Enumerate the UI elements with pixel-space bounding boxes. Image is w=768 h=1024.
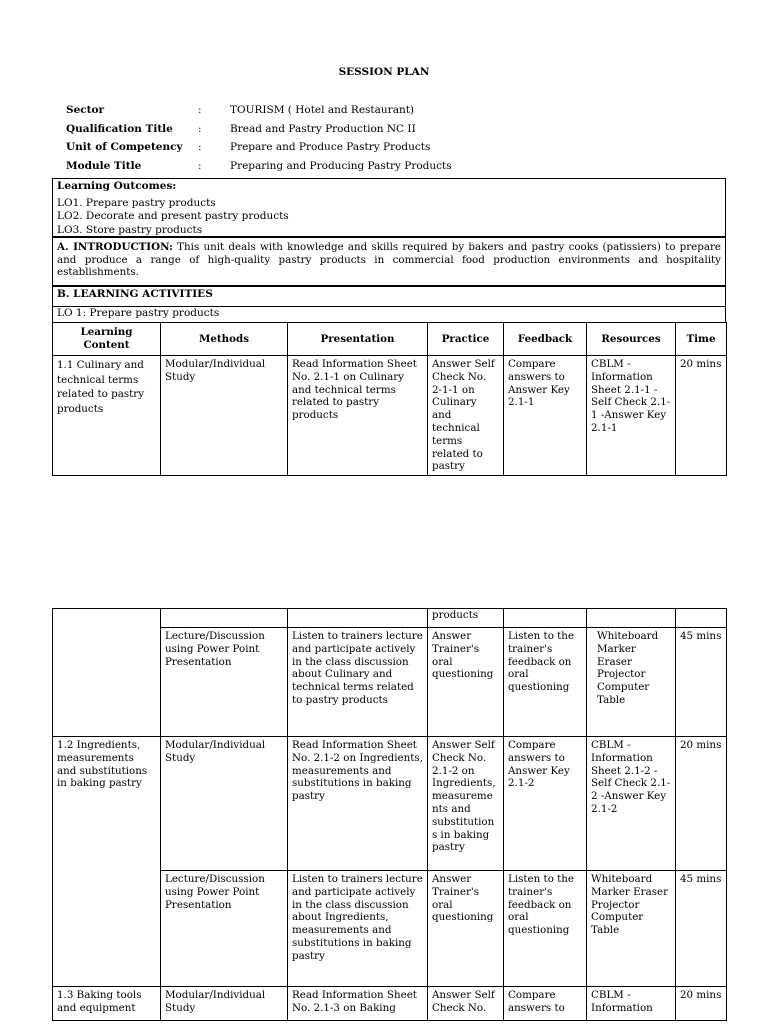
cell-practice: products — [428, 609, 504, 628]
introduction-box — [52, 237, 726, 286]
cell-feedback: Compare answers to Answer Key 2.1-1 — [504, 356, 587, 476]
info-label: Module Title — [66, 159, 142, 172]
cell-methods: Modular/Individual Study — [161, 356, 288, 476]
activities-table-page1 — [52, 322, 727, 476]
info-label: Sector — [66, 104, 105, 116]
table-header-row — [53, 323, 727, 356]
cell-time: 45 mins — [676, 628, 727, 737]
cell-practice: Answer Self Check No. — [428, 987, 504, 1021]
cell-content — [53, 609, 161, 737]
cell-content: 1.2 Ingredients, measurements and substitutions in baking pastry — [53, 737, 161, 987]
info-value: Prepare and Produce Pastry Products — [230, 141, 431, 153]
info-value: Preparing and Producing Pastry Products — [230, 159, 452, 172]
cell-practice: Answer Self Check No. 2-1-1 on Culinary and technical terms related to pastry — [428, 356, 504, 476]
outcome-item: LO3. Store pastry products — [57, 223, 203, 236]
info-row-qualification — [66, 123, 452, 142]
cell-content: 1.1 Culinary and technical terms related to pastry products — [53, 356, 161, 476]
info-colon: : — [198, 104, 202, 116]
info-colon: : — [198, 141, 202, 153]
cell-time: 20 mins — [676, 356, 727, 476]
cell-resources: CBLM -Information Sheet 2.1-2 -Self Check 2.1-2 -Answer Key 2.1-2 — [587, 737, 676, 871]
cell-feedback: Compare answers to — [504, 987, 587, 1021]
learning-outcomes-box — [52, 178, 726, 237]
header-methods: Methods — [161, 323, 288, 356]
table-row — [53, 987, 727, 1021]
outcome-item: LO1. Prepare pastry products — [57, 196, 216, 209]
plan-info-table — [66, 104, 452, 178]
info-label: Unit of Competency — [66, 141, 183, 153]
cell-feedback: Listen to the trainer's feedback on oral questioning — [504, 628, 587, 737]
activities-table-page2 — [52, 608, 727, 1021]
header-practice: Practice — [428, 323, 504, 356]
cell-practice: Answer Self Check No. 2.1-2 on Ingredients, measureme nts and substitution s in baking pastry — [428, 737, 504, 871]
cell-methods: Lecture/Discussion using Power Point Presentation — [161, 871, 288, 987]
cell-content: 1.3 Baking tools and equipment — [53, 987, 161, 1021]
cell-presentation: Read Information Sheet No. 2.1-2 on Ingredients, measurements and substitutions in baking pastry — [288, 737, 428, 871]
lo1-label: LO 1: Prepare pastry products — [52, 306, 726, 323]
cell-resources: Whiteboard Marker Eraser Projector Computer Table — [587, 871, 676, 987]
cell-feedback: Compare answers to Answer Key 2.1-2 — [504, 737, 587, 871]
introduction-text: This unit deals with knowledge and skills required by bakers and pastry cooks (patissiers) to prepare and produce a range of high-quality pastry products in commercial food production environments and hospitality establishments. — [57, 241, 721, 278]
cell-presentation: Listen to trainers lecture and participate actively in the class discussion about Culinary and technical terms related to pastry products — [288, 628, 428, 737]
learning-activities-heading: B. LEARNING ACTIVITIES — [52, 286, 726, 307]
cell-feedback: Listen to the trainer's feedback on oral questioning — [504, 871, 587, 987]
cell-presentation — [288, 609, 428, 628]
header-learning-content: Learning Content — [53, 323, 161, 356]
cell-practice: Answer Trainer's oral questioning — [428, 871, 504, 987]
cell-presentation: Read Information Sheet No. 2.1-1 on Culinary and technical terms related to pastry products — [288, 356, 428, 476]
cell-time: 20 mins — [676, 737, 727, 871]
cell-time: 20 mins — [676, 987, 727, 1021]
learning-outcomes-heading: Learning Outcomes: — [57, 180, 177, 192]
cell-resources: CBLM -Information — [587, 987, 676, 1021]
table-row — [53, 737, 727, 871]
info-row-module — [66, 160, 452, 179]
cell-time — [676, 609, 727, 628]
table-row — [53, 356, 727, 476]
info-colon: : — [198, 122, 202, 135]
header-presentation: Presentation — [288, 323, 428, 356]
header-resources: Resources — [587, 323, 676, 356]
introduction-label: A. INTRODUCTION: — [57, 241, 173, 253]
cell-methods: Lecture/Discussion using Power Point Presentation — [161, 628, 288, 737]
cell-practice: Answer Trainer's oral questioning — [428, 628, 504, 737]
info-row-sector — [66, 104, 452, 123]
cell-resources: CBLM -Information Sheet 2.1-1 -Self Check 2.1-1 -Answer Key 2.1-1 — [587, 356, 676, 476]
header-time: Time — [676, 323, 727, 356]
cell-methods — [161, 609, 288, 628]
info-value: Bread and Pastry Production NC II — [230, 122, 416, 135]
info-row-unit — [66, 141, 452, 160]
info-label: Qualification Title — [66, 122, 173, 135]
info-colon: : — [198, 159, 202, 172]
page-title: SESSION PLAN — [338, 66, 430, 78]
cell-presentation: Read Information Sheet No. 2.1-3 on Baking — [288, 987, 428, 1021]
header-feedback: Feedback — [504, 323, 587, 356]
cell-feedback — [504, 609, 587, 628]
cell-methods: Modular/Individual Study — [161, 987, 288, 1021]
cell-presentation: Listen to trainers lecture and participate actively in the class discussion about Ingredients, measurements and substitutions in baking pastry — [288, 871, 428, 987]
outcome-item: LO2. Decorate and present pastry products — [57, 210, 289, 222]
cell-resources: Whiteboard Marker Eraser Projector Computer Table — [587, 628, 676, 737]
cell-time: 45 mins — [676, 871, 727, 987]
table-row — [53, 609, 727, 628]
cell-resources — [587, 609, 676, 628]
info-value: TOURISM ( Hotel and Restaurant) — [230, 104, 415, 116]
cell-methods: Modular/Individual Study — [161, 737, 288, 871]
